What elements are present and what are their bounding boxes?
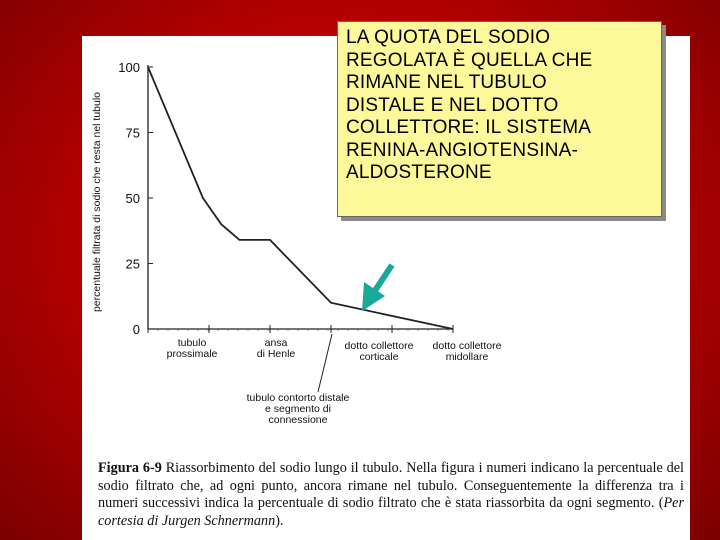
x-segment-label-line: ansa	[264, 337, 288, 349]
x-segment-label-line: dotto collettore	[344, 340, 414, 352]
x-segment-label-line: di Henle	[256, 348, 296, 360]
caption-tail: ).	[275, 512, 284, 529]
y-axis-label: percentuale filtrata di sodio che resta nel tubulo	[91, 91, 103, 313]
y-tick-label: 50	[125, 191, 140, 206]
x-segment-label-line: midollare	[445, 351, 489, 363]
arrow-shaft	[374, 265, 392, 292]
y-tick-label: 100	[118, 60, 140, 75]
y-tick-label: 0	[132, 322, 140, 337]
x-segment-label-line: tubulo contorto distale	[246, 392, 350, 404]
x-segment-label	[247, 392, 350, 426]
title-box	[337, 21, 662, 217]
x-segment-label-line: e segmento di	[265, 403, 331, 415]
x-segment-label-line: connessione	[268, 414, 328, 426]
x-segment-label-line: corticale	[359, 351, 399, 363]
x-segment-label	[167, 337, 218, 360]
x-segment-label-line: tubulo	[177, 337, 207, 349]
x-segment-label	[433, 340, 502, 363]
caption-credit: Per cortesia di Jurgen Schnermann	[98, 495, 684, 529]
caption-body: Riassorbimento del sodio lungo il tubulo. Nella figura i numeri indicano la percentuale del sodio filtrato che, ad ogni punto, ancora rimane nel tubulo. Conseguentemente la differenza tra i numeri successivi indica la percentuale di sodio filtrato che è stata riassorbita da ogni segmento. (	[98, 460, 684, 511]
x-segment-labels	[148, 325, 502, 426]
distal-pointer-line	[318, 334, 332, 392]
x-segment-label-line: prossimale	[166, 348, 218, 360]
x-segment-label	[257, 337, 296, 360]
figure-caption	[98, 460, 684, 530]
y-tick-label: 75	[125, 125, 140, 141]
x-segment-label	[345, 340, 414, 363]
slide-title: LA QUOTA DEL SODIO REGOLATA È QUELLA CHE RIMANE NEL TUBULO DISTALE E NEL DOTTO COLLETTORE: IL SISTEMA RENINA-ANGIOTENSINA- ALDOSTERONE	[346, 27, 593, 183]
arrow-head	[362, 282, 385, 311]
y-axis-label-group	[91, 92, 103, 312]
x-segment-label-line: dotto collettore	[432, 340, 502, 352]
figure-label: Figura 6-9	[98, 460, 162, 476]
y-tick-label: 25	[125, 256, 140, 272]
arrow-down-left-icon	[362, 265, 392, 311]
